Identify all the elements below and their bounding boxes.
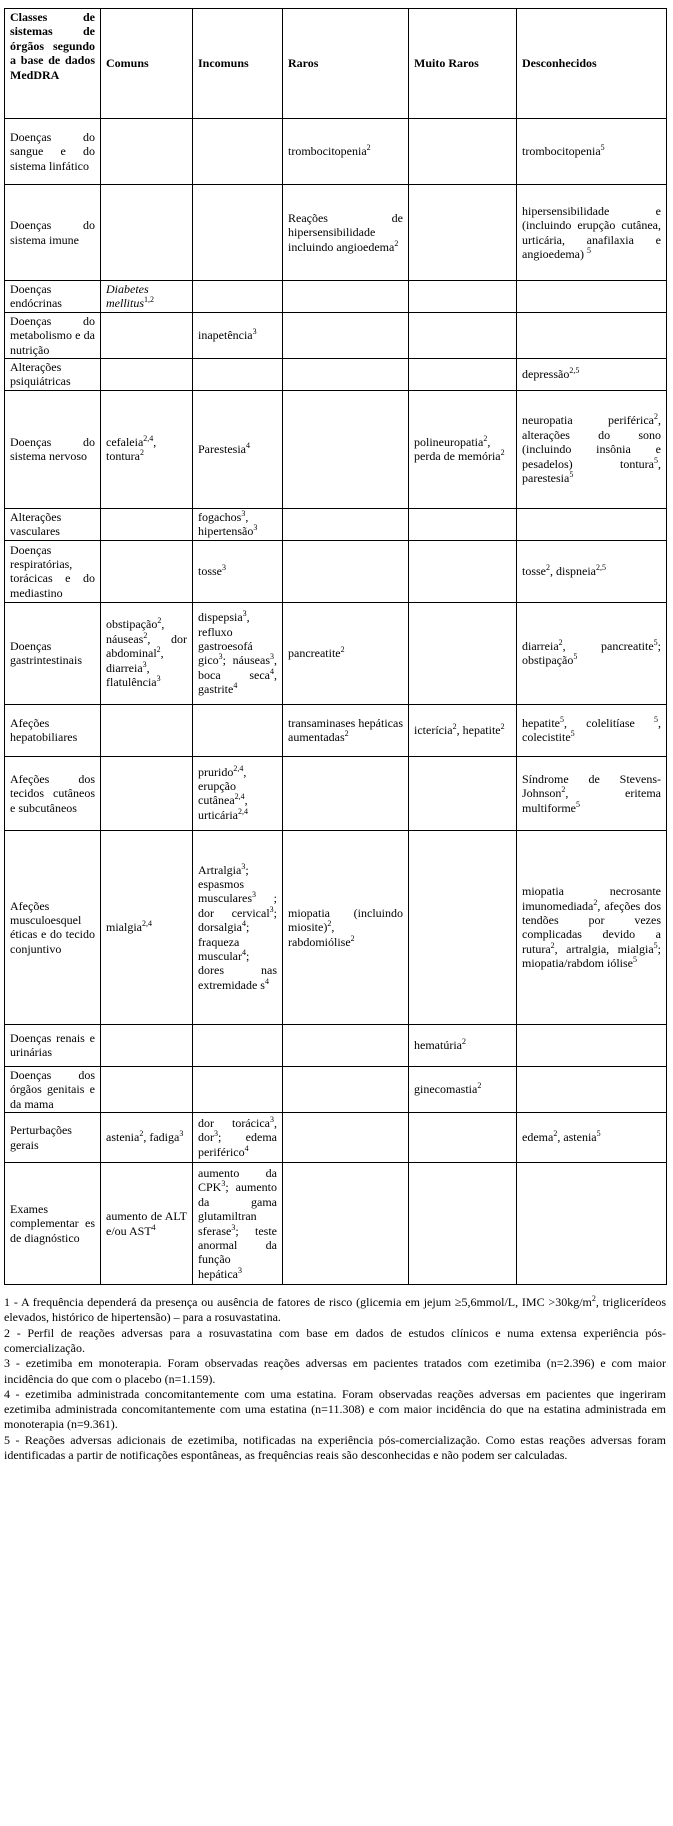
raros-cell: transaminases hepáticas aumentadas$^2$ [283,704,409,756]
soc-cell: Doenças renais e urinárias [5,1024,101,1066]
table-row [5,1163,667,1285]
header-row [5,9,667,119]
raros-cell: trombocitopenia$^2$ [283,119,409,185]
footnote-4: 4 - ezetimiba administrada concomitantemente com uma estatina. Foram observadas reações adversas em pacientes que ingeriram ezetimiba administrada concomitantemente com uma estatina (n=11.308) e com maior incidência do que na estatina administrada em monoterapia (n=9.361). [4,1386,666,1432]
raros-cell [283,390,409,508]
soc-cell: Exames complementar es de diagnóstico [5,1163,101,1285]
raros-cell [283,1113,409,1163]
raros-cell: pancreatite$^2$ [283,602,409,704]
comuns-cell [101,756,193,830]
incomuns-cell: Artralgia$^3$; espasmos musculares$^3$ ; dor cervical$^3$; dorsalgia$^4$; fraqueza muscular$^4$; dores nas extremidade $s^4$ [193,830,283,1024]
desconhecidos-cell [517,508,667,540]
soc-cell: Doenças do sistema imune [5,185,101,281]
incomuns-cell: inapetência$^3$ [193,312,283,358]
raros-cell [283,1024,409,1066]
muito-raros-cell [409,312,517,358]
comuns-cell [101,185,193,281]
table-row [5,359,667,391]
adverse-reactions-table [4,8,667,1285]
incomuns-cell [193,281,283,313]
incomuns-cell [193,359,283,391]
soc-cell: Perturbações gerais [5,1113,101,1163]
soc-cell: Doenças do sangue e do sistema linfático [5,119,101,185]
incomuns-cell: prurido$^{2,4}$, erupção cutânea$^{2,4}$, urticária$^{2,4}$ [193,756,283,830]
comuns-cell: astenia$^2$, fadiga$^3$ [101,1113,193,1163]
comuns-cell: aumento de ALT e/ou AST$^4$ [101,1163,193,1285]
comuns-cell [101,540,193,602]
desconhecidos-cell: Síndrome de Stevens-Johnson$^2$, eritema multiforme$^5$ [517,756,667,830]
footnote-1: 1 - A frequência dependerá da presença ou ausência de fatores de risco (glicemia em jejum ≥5,6mmol/L, IMC $>30kg/m^2$, triglicerídeos elevados, histórico de hipertensão) – para a rosuvastatina. [4,1294,666,1325]
table-row [5,602,667,704]
header-incomuns: Incomuns [193,9,283,119]
soc-cell: Doenças do metabolismo e da nutrição [5,312,101,358]
comuns-cell: obstipação$^2$, náuseas$^2$, dor abdominal$^2$, diarreia$^3$, flatulência$^3$ [101,602,193,704]
table-row [5,756,667,830]
incomuns-cell [193,1024,283,1066]
raros-cell [283,1066,409,1112]
raros-cell: miopatia (incluindo miosite)$^2$, rabdomiólise$^2$ [283,830,409,1024]
table-row [5,185,667,281]
desconhecidos-cell [517,281,667,313]
header-raros: Raros [283,9,409,119]
soc-cell: Afeções hepatobiliares [5,704,101,756]
incomuns-cell: tosse$^3$ [193,540,283,602]
raros-cell [283,281,409,313]
desconhecidos-cell: diarreia$^2$, pancreatite$^5$; obstipação$^5$ [517,602,667,704]
muito-raros-cell: polineuropatia$^2$, perda de memória$^2$ [409,390,517,508]
soc-cell: Alterações psiquiátricas [5,359,101,391]
table-row [5,390,667,508]
soc-cell: Afeções musculoesquel éticas e do tecido conjuntivo [5,830,101,1024]
desconhecidos-cell [517,312,667,358]
desconhecidos-cell: tosse$^2$, dispneia$^{2,5}$ [517,540,667,602]
desconhecidos-cell [517,1024,667,1066]
comuns-cell: cefaleia$^{2,4}$, tontura$^2$ [101,390,193,508]
table-row [5,830,667,1024]
desconhecidos-cell: neuropatia periférica$^2$, alterações do sono (incluindo insônia e pesadelos) tontura$^5$, parestesia$^5$ [517,390,667,508]
incomuns-cell: fogachos$^3$, hipertensão$^3$ [193,508,283,540]
muito-raros-cell [409,359,517,391]
raros-cell [283,508,409,540]
incomuns-cell [193,119,283,185]
soc-cell: Doenças gastrintestinais [5,602,101,704]
raros-cell [283,312,409,358]
raros-cell [283,756,409,830]
desconhecidos-cell: edema$^2$, astenia$^5$ [517,1113,667,1163]
table-row [5,119,667,185]
comuns-cell [101,312,193,358]
comuns-cell: mialgia$^{2,4}$ [101,830,193,1024]
incomuns-cell: dispepsia$^3$, refluxo gastroesofá gico$^3$; náuseas$^3$, boca seca$^4$, gastrite$^4$ [193,602,283,704]
muito-raros-cell [409,1113,517,1163]
muito-raros-cell: ginecomastia$^2$ [409,1066,517,1112]
muito-raros-cell [409,540,517,602]
muito-raros-cell [409,602,517,704]
footnotes [4,1295,666,1463]
comuns-cell [101,119,193,185]
incomuns-cell [193,704,283,756]
table-body [5,119,667,1285]
table-row [5,1024,667,1066]
muito-raros-cell [409,1163,517,1285]
incomuns-cell: aumento da CPK$^3$; aumento da gama glutamiltran sferase$^3$; teste anormal da função hepática$^3$ [193,1163,283,1285]
desconhecidos-cell [517,1066,667,1112]
raros-cell: Reações de hipersensibilidade incluindo angioedema$^2$ [283,185,409,281]
desconhecidos-cell: depressão$^{2,5}$ [517,359,667,391]
comuns-cell [101,704,193,756]
soc-cell: Doenças do sistema nervoso [5,390,101,508]
header-desconhecidos: Desconhecidos [517,9,667,119]
incomuns-cell: Parestesia$^4$ [193,390,283,508]
muito-raros-cell [409,119,517,185]
header-comuns: Comuns [101,9,193,119]
soc-cell: Doenças dos órgãos genitais e da mama [5,1066,101,1112]
muito-raros-cell [409,281,517,313]
soc-cell: Afeções dos tecidos cutâneos e subcutâneos [5,756,101,830]
incomuns-cell: dor torácica$^3$, dor$^3$; edema periférico$^4$ [193,1113,283,1163]
header-muito-raros: Muito Raros [409,9,517,119]
muito-raros-cell [409,185,517,281]
table-row [5,312,667,358]
comuns-cell [101,508,193,540]
comuns-cell [101,1066,193,1112]
footnote-3: 3 - ezetimiba em monoterapia. Foram observadas reações adversas em pacientes tratados com ezetimiba (n=2.396) e com maior incidência do que com o placebo (n=1.159). [4,1356,666,1386]
incomuns-cell [193,1066,283,1112]
desconhecidos-cell: hepatite$^5$, colelitíase $^5$, colecistite$^5$ [517,704,667,756]
muito-raros-cell [409,756,517,830]
table-row [5,704,667,756]
raros-cell [283,1163,409,1285]
table-row [5,508,667,540]
footnote-2: 2 - Perfil de reações adversas para a rosuvastatina com base em dados de estudos clínicos e numa extensa experiência pós-comercialização. [4,1325,666,1355]
comuns-cell [101,359,193,391]
incomuns-cell [193,185,283,281]
header-soc: Classes de sistemas de órgãos segundo a base de dados MedDRA [5,9,101,119]
raros-cell [283,540,409,602]
muito-raros-cell: hematúria$^2$ [409,1024,517,1066]
table-row [5,1066,667,1112]
desconhecidos-cell: miopatia necrosante imunomediada$^2$, afeções dos tendões por vezes complicadas devido a rutura$^2$, artralgia, mialgia$^5$; miopatia/rabdom iólise$^5$ [517,830,667,1024]
muito-raros-cell: icterícia$^2$, hepatite$^2$ [409,704,517,756]
table-row [5,1113,667,1163]
comuns-cell: Diabetes mellitus$^{1,2}$ [101,281,193,313]
muito-raros-cell [409,830,517,1024]
raros-cell [283,359,409,391]
desconhecidos-cell: hipersensibilidade e (incluindo erupção cutânea, urticária, anafilaxia e angioedema) $^5$ [517,185,667,281]
table-row [5,540,667,602]
soc-cell: Doenças endócrinas [5,281,101,313]
desconhecidos-cell: trombocitopenia$^5$ [517,119,667,185]
desconhecidos-cell [517,1163,667,1285]
muito-raros-cell [409,508,517,540]
comuns-cell [101,1024,193,1066]
soc-cell: Doenças respiratórias, torácicas e do mediastino [5,540,101,602]
soc-cell: Alterações vasculares [5,508,101,540]
table-row [5,281,667,313]
footnote-5: 5 - Reações adversas adicionais de ezetimiba, notificadas na experiência pós-comercialização. Como estas reações adversas foram identificadas a partir de notificações espontâneas, as frequências reais são desconhecidas e não podem ser calculadas. [4,1432,666,1463]
